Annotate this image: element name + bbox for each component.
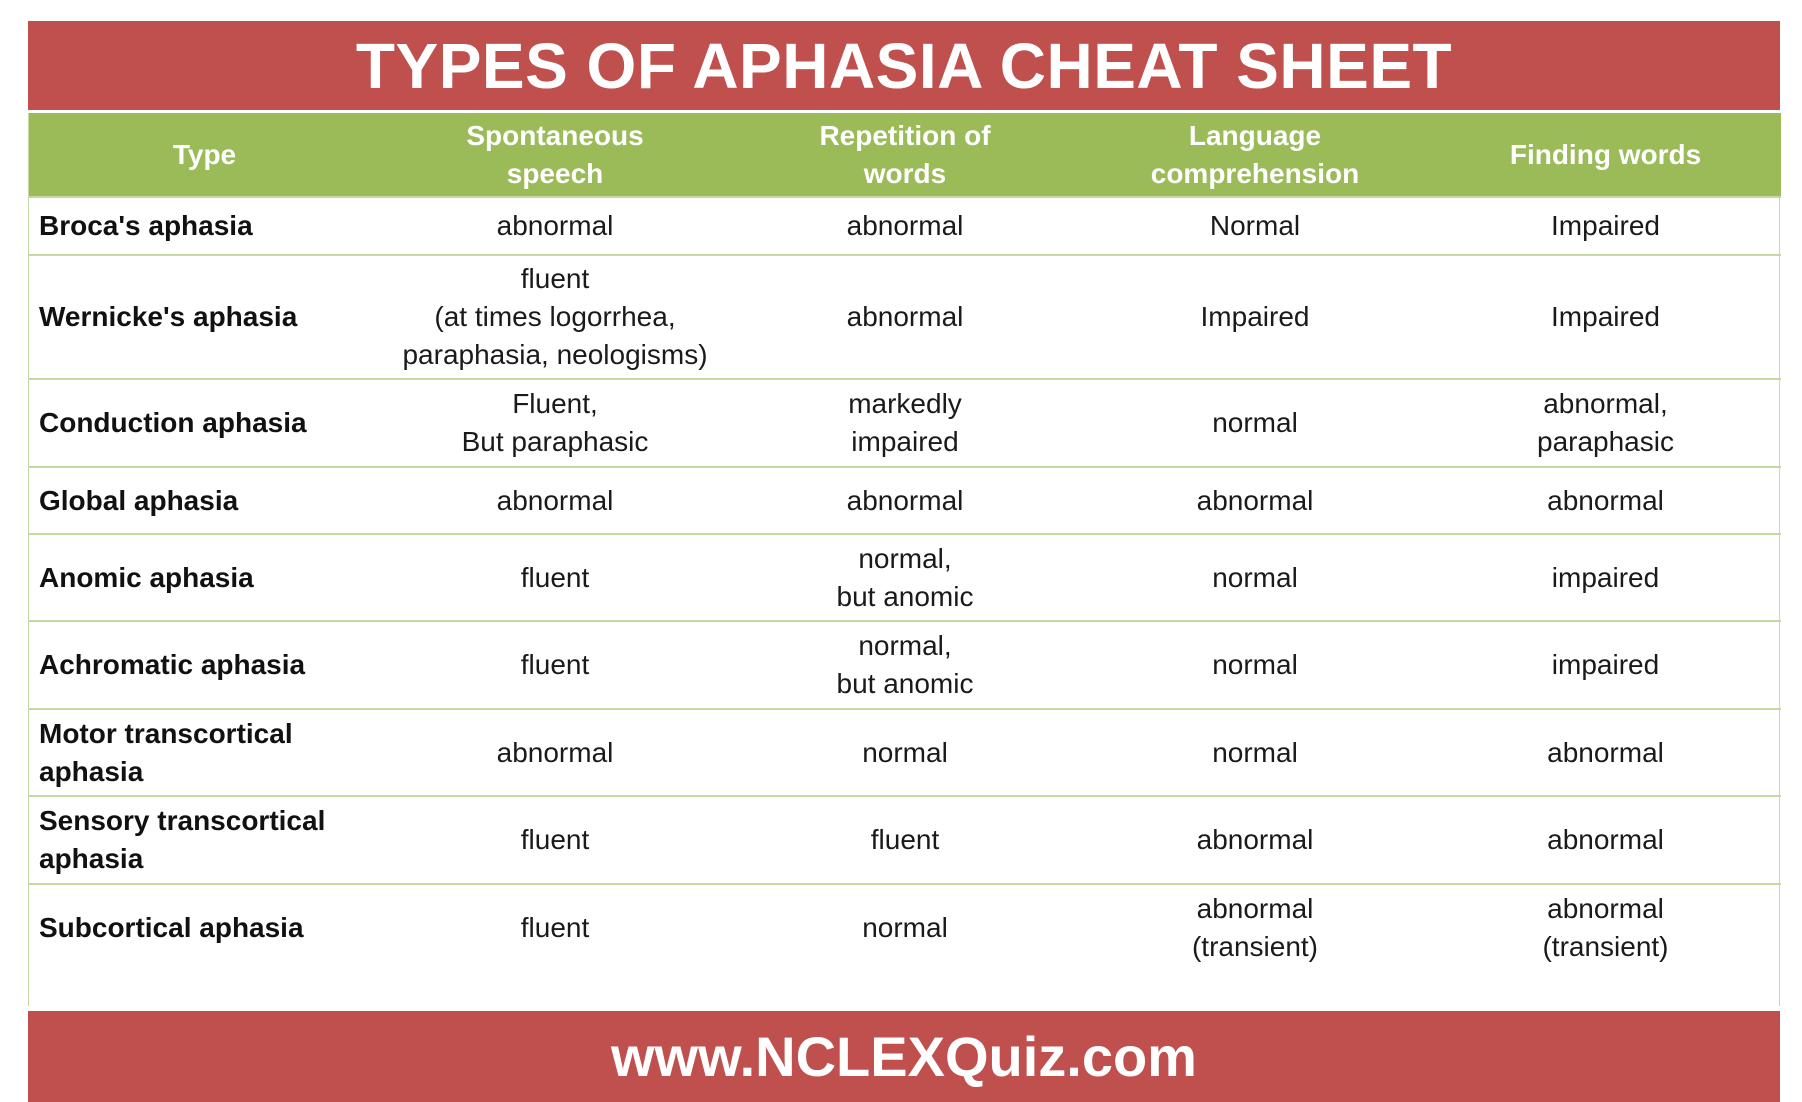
comprehension-cell: abnormal: [1196, 484, 1314, 516]
type-cell: Motor transcortical aphasia: [39, 717, 293, 787]
comprehension-cell: normal: [1212, 736, 1298, 768]
finding-words-cell: abnormal (transient): [1542, 893, 1669, 962]
table-row: [29, 884, 1781, 971]
spontaneous-speech-cell: fluent: [520, 649, 590, 680]
footer-banner: [28, 1011, 1780, 1102]
comprehension-cell: Impaired: [1200, 301, 1310, 332]
spontaneous-speech-cell: abnormal: [496, 210, 614, 241]
finding-words-cell: Impaired: [1551, 301, 1660, 332]
finding-words-cell: abnormal: [1547, 736, 1664, 768]
table-row: [29, 796, 1781, 884]
repetition-cell: fluent: [870, 824, 940, 855]
repetition-cell: abnormal: [846, 301, 964, 332]
finding-words-cell: impaired: [1551, 649, 1660, 680]
repetition-cell: normal: [862, 912, 948, 943]
repetition-cell: markedly impaired: [848, 388, 962, 457]
header-spontaneous-speech: Spontaneous speech: [466, 119, 644, 189]
finding-words-cell: impaired: [1551, 561, 1660, 593]
table-row: [29, 709, 1781, 796]
spontaneous-speech-cell: Fluent, But paraphasic: [461, 388, 649, 457]
type-cell: Anomic aphasia: [39, 561, 254, 593]
repetition-cell: normal: [862, 736, 948, 768]
header-repetition-of-words: Repetition of words: [819, 119, 991, 189]
spontaneous-speech-cell: fluent: [520, 824, 590, 855]
header-language-comprehension: Language comprehension: [1150, 119, 1360, 189]
comprehension-cell: normal: [1212, 561, 1298, 593]
table-row: [29, 621, 1781, 709]
aphasia-table: [29, 113, 1781, 971]
spontaneous-speech-cell: abnormal: [496, 736, 614, 768]
spontaneous-speech-cell: fluent: [520, 912, 590, 943]
table-row: [29, 379, 1781, 467]
comprehension-cell: abnormal (transient): [1191, 893, 1319, 962]
spontaneous-speech-cell: abnormal: [496, 484, 614, 516]
footer-website-text: www.NCLEXQuiz.com: [611, 1025, 1197, 1088]
aphasia-table-container: [28, 113, 1780, 1006]
repetition-cell: normal, but anomic: [836, 630, 974, 699]
table-row: [29, 255, 1781, 379]
type-cell: Global aphasia: [39, 484, 239, 516]
spontaneous-speech-cell: fluent: [520, 561, 590, 593]
repetition-cell: abnormal: [846, 484, 964, 516]
type-cell: Conduction aphasia: [39, 407, 307, 438]
table-header-row: [29, 113, 1781, 197]
title-banner: [28, 21, 1780, 110]
type-cell: Subcortical aphasia: [39, 912, 304, 943]
comprehension-cell: Normal: [1209, 210, 1301, 241]
table-row: [29, 467, 1781, 534]
comprehension-cell: normal: [1212, 407, 1298, 438]
repetition-cell: normal, but anomic: [836, 542, 974, 612]
finding-words-cell: abnormal: [1547, 824, 1664, 855]
repetition-cell: abnormal: [846, 210, 964, 241]
table-row: [29, 534, 1781, 621]
type-cell: Sensory transcortical aphasia: [39, 805, 326, 874]
spontaneous-speech-cell: fluent (at times logorrhea, paraphasia, neologisms): [402, 263, 708, 370]
finding-words-cell: abnormal: [1547, 484, 1664, 516]
table-row: [29, 197, 1781, 255]
header-type: Type: [172, 138, 237, 170]
page-title: TYPES OF APHASIA CHEAT SHEET: [355, 29, 1453, 102]
type-cell: Achromatic aphasia: [39, 649, 306, 680]
cheat-sheet: [28, 21, 1780, 1088]
header-finding-words: Finding words: [1509, 138, 1702, 170]
finding-words-cell: Impaired: [1551, 210, 1660, 241]
comprehension-cell: abnormal: [1196, 824, 1314, 855]
finding-words-cell: abnormal, paraphasic: [1537, 388, 1674, 457]
type-cell: Broca's aphasia: [39, 210, 253, 241]
comprehension-cell: normal: [1212, 649, 1298, 680]
type-cell: Wernicke's aphasia: [39, 301, 298, 332]
